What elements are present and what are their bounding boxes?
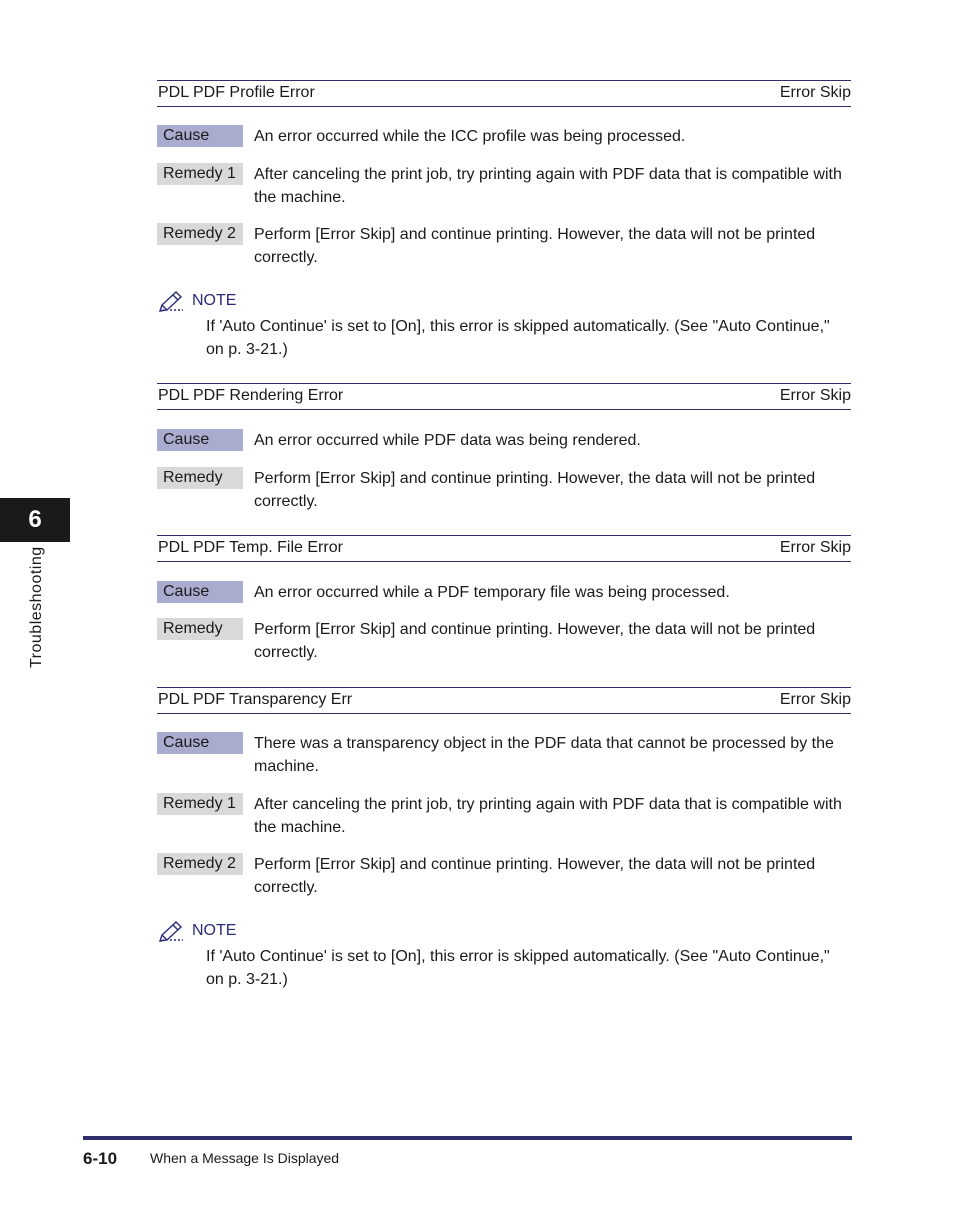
section-header — [157, 80, 851, 107]
footer-title: When a Message Is Displayed — [150, 1150, 340, 1166]
remedy-tag: Remedy 2 — [157, 223, 243, 245]
cause-tag: Cause — [157, 581, 243, 603]
section-header — [157, 383, 851, 410]
note-label: NOTE — [192, 922, 237, 939]
remedy-tag: Remedy — [157, 467, 243, 489]
section-action: Error Skip — [779, 84, 851, 101]
cause-text: There was a transparency object in the PDF data that cannot be processed by the machine. — [254, 735, 834, 775]
remedy-tag: Remedy 1 — [157, 793, 243, 815]
remedy-text: Perform [Error Skip] and continue printing. However, the data will not be printed correctly. — [254, 856, 816, 896]
section-title: PDL PDF Temp. File Error — [158, 539, 343, 556]
chapter-number: 6 — [28, 506, 42, 533]
section-title: PDL PDF Transparency Err — [158, 691, 353, 708]
section-title: PDL PDF Rendering Error — [158, 387, 344, 404]
section-header — [157, 535, 851, 562]
cause-text: An error occurred while the ICC profile was being processed. — [254, 128, 686, 145]
cause-tag: Cause — [157, 429, 243, 451]
remedy-text: Perform [Error Skip] and continue printing. However, the data will not be printed correctly. — [254, 470, 816, 510]
footer-rule — [83, 1136, 852, 1140]
section-action: Error Skip — [779, 539, 851, 556]
remedy-tag: Remedy 1 — [157, 163, 243, 185]
remedy-text: Perform [Error Skip] and continue printing. However, the data will not be printed correctly. — [254, 621, 816, 661]
remedy-text: After canceling the print job, try printing again with PDF data that is compatible with the machine. — [254, 166, 842, 206]
note-label: NOTE — [192, 292, 237, 309]
pencil-icon — [157, 290, 185, 314]
cause-text: An error occurred while PDF data was being rendered. — [254, 432, 641, 449]
pencil-icon — [157, 920, 185, 944]
cause-text: An error occurred while a PDF temporary file was being processed. — [254, 584, 730, 601]
remedy-text: Perform [Error Skip] and continue printing. However, the data will not be printed correctly. — [254, 226, 816, 266]
remedy-text: After canceling the print job, try printing again with PDF data that is compatible with the machine. — [254, 796, 842, 836]
page-number: 6-10 — [83, 1149, 118, 1168]
remedy-tag: Remedy — [157, 618, 243, 640]
cause-tag: Cause — [157, 732, 243, 754]
section-header — [157, 687, 851, 714]
section-action: Error Skip — [779, 387, 851, 404]
chapter-tab — [0, 498, 70, 542]
note-text: If 'Auto Continue' is set to [On], this error is skipped automatically. (See "Auto Continue," on p. 3-21.) — [206, 948, 830, 988]
remedy-tag: Remedy 2 — [157, 853, 243, 875]
section-title: PDL PDF Profile Error — [158, 84, 315, 101]
note-text: If 'Auto Continue' is set to [On], this error is skipped automatically. (See "Auto Continue," on p. 3-21.) — [206, 318, 830, 358]
chapter-label: Troubleshooting — [28, 546, 45, 668]
section-action: Error Skip — [779, 691, 851, 708]
cause-tag: Cause — [157, 125, 243, 147]
